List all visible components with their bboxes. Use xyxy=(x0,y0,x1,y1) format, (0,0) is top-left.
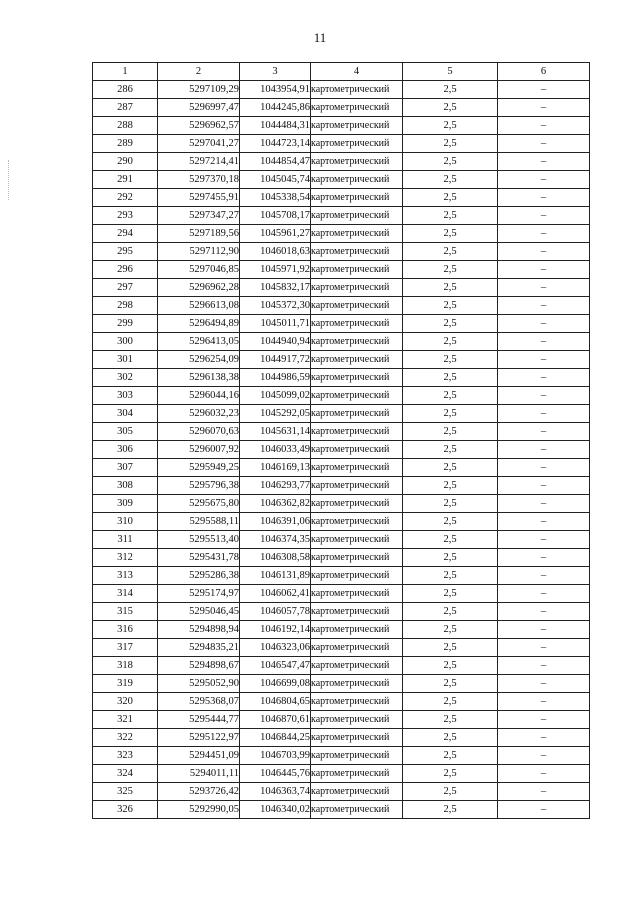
method-cell: картометрический xyxy=(311,531,403,549)
accuracy-cell: 2,5 xyxy=(403,297,498,315)
point-number-cell: 320 xyxy=(93,693,158,711)
accuracy-cell: 2,5 xyxy=(403,585,498,603)
x-coordinate-cell: 5296044,16 xyxy=(158,387,240,405)
method-cell: картометрический xyxy=(311,477,403,495)
table-row xyxy=(93,387,590,405)
table-row xyxy=(93,765,590,783)
accuracy-cell: 2,5 xyxy=(403,153,498,171)
method-cell: картометрический xyxy=(311,585,403,603)
table-row xyxy=(93,315,590,333)
y-coordinate-cell: 1044245,86 xyxy=(240,99,311,117)
point-number-cell: 297 xyxy=(93,279,158,297)
accuracy-cell: 2,5 xyxy=(403,279,498,297)
column-header: 6 xyxy=(498,63,590,81)
note-cell: – xyxy=(498,189,590,207)
x-coordinate-cell: 5297046,85 xyxy=(158,261,240,279)
table-row xyxy=(93,693,590,711)
point-number-cell: 309 xyxy=(93,495,158,513)
table-row xyxy=(93,243,590,261)
table-row xyxy=(93,459,590,477)
table-row xyxy=(93,441,590,459)
note-cell: – xyxy=(498,657,590,675)
point-number-cell: 298 xyxy=(93,297,158,315)
point-number-cell: 289 xyxy=(93,135,158,153)
point-number-cell: 314 xyxy=(93,585,158,603)
method-cell: картометрический xyxy=(311,387,403,405)
accuracy-cell: 2,5 xyxy=(403,765,498,783)
accuracy-cell: 2,5 xyxy=(403,351,498,369)
method-cell: картометрический xyxy=(311,369,403,387)
y-coordinate-cell: 1044484,31 xyxy=(240,117,311,135)
point-number-cell: 301 xyxy=(93,351,158,369)
x-coordinate-cell: 5296070,63 xyxy=(158,423,240,441)
accuracy-cell: 2,5 xyxy=(403,639,498,657)
method-cell: картометрический xyxy=(311,135,403,153)
method-cell: картометрический xyxy=(311,279,403,297)
x-coordinate-cell: 5296032,23 xyxy=(158,405,240,423)
point-number-cell: 287 xyxy=(93,99,158,117)
point-number-cell: 324 xyxy=(93,765,158,783)
y-coordinate-cell: 1045832,17 xyxy=(240,279,311,297)
method-cell: картометрический xyxy=(311,333,403,351)
note-cell: – xyxy=(498,351,590,369)
y-coordinate-cell: 1046362,82 xyxy=(240,495,311,513)
point-number-cell: 303 xyxy=(93,387,158,405)
method-cell: картометрический xyxy=(311,117,403,135)
accuracy-cell: 2,5 xyxy=(403,369,498,387)
y-coordinate-cell: 1046131,89 xyxy=(240,567,311,585)
note-cell: – xyxy=(498,387,590,405)
note-cell: – xyxy=(498,477,590,495)
x-coordinate-cell: 5295796,38 xyxy=(158,477,240,495)
note-cell: – xyxy=(498,603,590,621)
point-number-cell: 294 xyxy=(93,225,158,243)
y-coordinate-cell: 1045011,71 xyxy=(240,315,311,333)
y-coordinate-cell: 1046699,08 xyxy=(240,675,311,693)
method-cell: картометрический xyxy=(311,189,403,207)
point-number-cell: 290 xyxy=(93,153,158,171)
x-coordinate-cell: 5294451,09 xyxy=(158,747,240,765)
note-cell: – xyxy=(498,513,590,531)
method-cell: картометрический xyxy=(311,423,403,441)
y-coordinate-cell: 1045971,92 xyxy=(240,261,311,279)
x-coordinate-cell: 5295431,78 xyxy=(158,549,240,567)
note-cell: – xyxy=(498,729,590,747)
note-cell: – xyxy=(498,261,590,279)
accuracy-cell: 2,5 xyxy=(403,657,498,675)
x-coordinate-cell: 5297112,90 xyxy=(158,243,240,261)
y-coordinate-cell: 1046323,06 xyxy=(240,639,311,657)
point-number-cell: 319 xyxy=(93,675,158,693)
table-row xyxy=(93,423,590,441)
x-coordinate-cell: 5297189,56 xyxy=(158,225,240,243)
note-cell: – xyxy=(498,117,590,135)
note-cell: – xyxy=(498,153,590,171)
method-cell: картометрический xyxy=(311,243,403,261)
accuracy-cell: 2,5 xyxy=(403,171,498,189)
y-coordinate-cell: 1046293,77 xyxy=(240,477,311,495)
note-cell: – xyxy=(498,765,590,783)
note-cell: – xyxy=(498,675,590,693)
y-coordinate-cell: 1045372,30 xyxy=(240,297,311,315)
note-cell: – xyxy=(498,423,590,441)
accuracy-cell: 2,5 xyxy=(403,243,498,261)
y-coordinate-cell: 1045338,54 xyxy=(240,189,311,207)
point-number-cell: 316 xyxy=(93,621,158,639)
table-row xyxy=(93,603,590,621)
method-cell: картометрический xyxy=(311,693,403,711)
x-coordinate-cell: 5294898,94 xyxy=(158,621,240,639)
accuracy-cell: 2,5 xyxy=(403,567,498,585)
accuracy-cell: 2,5 xyxy=(403,513,498,531)
note-cell: – xyxy=(498,711,590,729)
note-cell: – xyxy=(498,405,590,423)
table-row xyxy=(93,207,590,225)
point-number-cell: 292 xyxy=(93,189,158,207)
x-coordinate-cell: 5296494,89 xyxy=(158,315,240,333)
method-cell: картометрический xyxy=(311,441,403,459)
y-coordinate-cell: 1046192,14 xyxy=(240,621,311,639)
table-row xyxy=(93,639,590,657)
x-coordinate-cell: 5296962,57 xyxy=(158,117,240,135)
method-cell: картометрический xyxy=(311,405,403,423)
point-number-cell: 307 xyxy=(93,459,158,477)
accuracy-cell: 2,5 xyxy=(403,729,498,747)
point-number-cell: 296 xyxy=(93,261,158,279)
table-row xyxy=(93,333,590,351)
method-cell: картометрический xyxy=(311,207,403,225)
table-header-row xyxy=(93,63,590,81)
table-row xyxy=(93,477,590,495)
y-coordinate-cell: 1045961,27 xyxy=(240,225,311,243)
method-cell: картометрический xyxy=(311,297,403,315)
point-number-cell: 300 xyxy=(93,333,158,351)
method-cell: картометрический xyxy=(311,153,403,171)
table-row xyxy=(93,117,590,135)
table-row xyxy=(93,621,590,639)
table-row xyxy=(93,297,590,315)
x-coordinate-cell: 5295286,38 xyxy=(158,567,240,585)
point-number-cell: 304 xyxy=(93,405,158,423)
point-number-cell: 308 xyxy=(93,477,158,495)
y-coordinate-cell: 1044854,47 xyxy=(240,153,311,171)
table-row xyxy=(93,729,590,747)
table-row xyxy=(93,351,590,369)
x-coordinate-cell: 5296962,28 xyxy=(158,279,240,297)
column-header: 2 xyxy=(158,63,240,81)
x-coordinate-cell: 5295368,07 xyxy=(158,693,240,711)
y-coordinate-cell: 1044940,94 xyxy=(240,333,311,351)
method-cell: картометрический xyxy=(311,261,403,279)
table-row xyxy=(93,675,590,693)
method-cell: картометрический xyxy=(311,765,403,783)
method-cell: картометрический xyxy=(311,495,403,513)
page-number: 11 xyxy=(313,30,327,45)
note-cell: – xyxy=(498,225,590,243)
point-number-cell: 318 xyxy=(93,657,158,675)
x-coordinate-cell: 5294011,11 xyxy=(158,765,240,783)
point-number-cell: 323 xyxy=(93,747,158,765)
table-row xyxy=(93,531,590,549)
accuracy-cell: 2,5 xyxy=(403,207,498,225)
x-coordinate-cell: 5297109,29 xyxy=(158,81,240,99)
x-coordinate-cell: 5295046,45 xyxy=(158,603,240,621)
table-row xyxy=(93,261,590,279)
table-row xyxy=(93,549,590,567)
point-number-cell: 321 xyxy=(93,711,158,729)
x-coordinate-cell: 5295513,40 xyxy=(158,531,240,549)
table-body xyxy=(93,81,590,819)
x-coordinate-cell: 5295174,97 xyxy=(158,585,240,603)
method-cell: картометрический xyxy=(311,729,403,747)
method-cell: картометрический xyxy=(311,639,403,657)
note-cell: – xyxy=(498,567,590,585)
accuracy-cell: 2,5 xyxy=(403,135,498,153)
method-cell: картометрический xyxy=(311,567,403,585)
note-cell: – xyxy=(498,549,590,567)
note-cell: – xyxy=(498,639,590,657)
accuracy-cell: 2,5 xyxy=(403,333,498,351)
y-coordinate-cell: 1046169,13 xyxy=(240,459,311,477)
x-coordinate-cell: 5296413,05 xyxy=(158,333,240,351)
x-coordinate-cell: 5293726,42 xyxy=(158,783,240,801)
note-cell: – xyxy=(498,783,590,801)
accuracy-cell: 2,5 xyxy=(403,99,498,117)
method-cell: картометрический xyxy=(311,81,403,99)
point-number-cell: 317 xyxy=(93,639,158,657)
table-row xyxy=(93,153,590,171)
note-cell: – xyxy=(498,459,590,477)
note-cell: – xyxy=(498,99,590,117)
y-coordinate-cell: 1046062,41 xyxy=(240,585,311,603)
table-row xyxy=(93,135,590,153)
accuracy-cell: 2,5 xyxy=(403,441,498,459)
note-cell: – xyxy=(498,495,590,513)
table-row xyxy=(93,189,590,207)
accuracy-cell: 2,5 xyxy=(403,81,498,99)
note-cell: – xyxy=(498,585,590,603)
note-cell: – xyxy=(498,693,590,711)
point-number-cell: 305 xyxy=(93,423,158,441)
note-cell: – xyxy=(498,243,590,261)
y-coordinate-cell: 1046363,74 xyxy=(240,783,311,801)
point-number-cell: 288 xyxy=(93,117,158,135)
method-cell: картометрический xyxy=(311,315,403,333)
accuracy-cell: 2,5 xyxy=(403,387,498,405)
y-coordinate-cell: 1046057,78 xyxy=(240,603,311,621)
accuracy-cell: 2,5 xyxy=(403,495,498,513)
note-cell: – xyxy=(498,441,590,459)
accuracy-cell: 2,5 xyxy=(403,459,498,477)
table-row xyxy=(93,801,590,819)
accuracy-cell: 2,5 xyxy=(403,603,498,621)
x-coordinate-cell: 5295052,90 xyxy=(158,675,240,693)
point-number-cell: 312 xyxy=(93,549,158,567)
x-coordinate-cell: 5295949,25 xyxy=(158,459,240,477)
accuracy-cell: 2,5 xyxy=(403,693,498,711)
y-coordinate-cell: 1044723,14 xyxy=(240,135,311,153)
table-row xyxy=(93,747,590,765)
x-coordinate-cell: 5297455,91 xyxy=(158,189,240,207)
table-row xyxy=(93,81,590,99)
y-coordinate-cell: 1046870,61 xyxy=(240,711,311,729)
note-cell: – xyxy=(498,315,590,333)
point-number-cell: 311 xyxy=(93,531,158,549)
x-coordinate-cell: 5297370,18 xyxy=(158,171,240,189)
x-coordinate-cell: 5295444,77 xyxy=(158,711,240,729)
y-coordinate-cell: 1044986,59 xyxy=(240,369,311,387)
column-header: 5 xyxy=(403,63,498,81)
table-row xyxy=(93,783,590,801)
note-cell: – xyxy=(498,207,590,225)
note-cell: – xyxy=(498,279,590,297)
accuracy-cell: 2,5 xyxy=(403,801,498,819)
x-coordinate-cell: 5297214,41 xyxy=(158,153,240,171)
method-cell: картометрический xyxy=(311,459,403,477)
note-cell: – xyxy=(498,801,590,819)
accuracy-cell: 2,5 xyxy=(403,189,498,207)
method-cell: картометрический xyxy=(311,675,403,693)
method-cell: картометрический xyxy=(311,747,403,765)
method-cell: картометрический xyxy=(311,99,403,117)
y-coordinate-cell: 1046804,65 xyxy=(240,693,311,711)
y-coordinate-cell: 1046703,99 xyxy=(240,747,311,765)
y-coordinate-cell: 1046844,25 xyxy=(240,729,311,747)
y-coordinate-cell: 1045631,14 xyxy=(240,423,311,441)
table-row xyxy=(93,99,590,117)
x-coordinate-cell: 5296613,08 xyxy=(158,297,240,315)
y-coordinate-cell: 1045292,05 xyxy=(240,405,311,423)
accuracy-cell: 2,5 xyxy=(403,405,498,423)
accuracy-cell: 2,5 xyxy=(403,549,498,567)
y-coordinate-cell: 1046340,02 xyxy=(240,801,311,819)
margin-mark xyxy=(8,160,12,200)
y-coordinate-cell: 1046445,76 xyxy=(240,765,311,783)
x-coordinate-cell: 5295122,97 xyxy=(158,729,240,747)
x-coordinate-cell: 5294835,21 xyxy=(158,639,240,657)
table-row xyxy=(93,585,590,603)
method-cell: картометрический xyxy=(311,549,403,567)
y-coordinate-cell: 1046391,06 xyxy=(240,513,311,531)
column-header: 1 xyxy=(93,63,158,81)
x-coordinate-cell: 5296997,47 xyxy=(158,99,240,117)
note-cell: – xyxy=(498,171,590,189)
y-coordinate-cell: 1045099,02 xyxy=(240,387,311,405)
method-cell: картометрический xyxy=(311,351,403,369)
method-cell: картометрический xyxy=(311,621,403,639)
table-row xyxy=(93,405,590,423)
accuracy-cell: 2,5 xyxy=(403,783,498,801)
table-row xyxy=(93,171,590,189)
y-coordinate-cell: 1046033,49 xyxy=(240,441,311,459)
method-cell: картометрический xyxy=(311,783,403,801)
accuracy-cell: 2,5 xyxy=(403,423,498,441)
method-cell: картометрический xyxy=(311,711,403,729)
note-cell: – xyxy=(498,81,590,99)
y-coordinate-cell: 1044917,72 xyxy=(240,351,311,369)
point-number-cell: 286 xyxy=(93,81,158,99)
x-coordinate-cell: 5296138,38 xyxy=(158,369,240,387)
point-number-cell: 299 xyxy=(93,315,158,333)
x-coordinate-cell: 5296007,92 xyxy=(158,441,240,459)
y-coordinate-cell: 1046374,35 xyxy=(240,531,311,549)
y-coordinate-cell: 1043954,91 xyxy=(240,81,311,99)
table-row xyxy=(93,657,590,675)
x-coordinate-cell: 5297041,27 xyxy=(158,135,240,153)
method-cell: картометрический xyxy=(311,657,403,675)
point-number-cell: 302 xyxy=(93,369,158,387)
point-number-cell: 315 xyxy=(93,603,158,621)
note-cell: – xyxy=(498,333,590,351)
accuracy-cell: 2,5 xyxy=(403,117,498,135)
point-number-cell: 310 xyxy=(93,513,158,531)
coordinates-table xyxy=(92,62,590,819)
y-coordinate-cell: 1045045,74 xyxy=(240,171,311,189)
point-number-cell: 325 xyxy=(93,783,158,801)
note-cell: – xyxy=(498,135,590,153)
accuracy-cell: 2,5 xyxy=(403,477,498,495)
accuracy-cell: 2,5 xyxy=(403,225,498,243)
x-coordinate-cell: 5295588,11 xyxy=(158,513,240,531)
method-cell: картометрический xyxy=(311,801,403,819)
note-cell: – xyxy=(498,621,590,639)
point-number-cell: 306 xyxy=(93,441,158,459)
note-cell: – xyxy=(498,369,590,387)
note-cell: – xyxy=(498,297,590,315)
method-cell: картометрический xyxy=(311,513,403,531)
accuracy-cell: 2,5 xyxy=(403,261,498,279)
accuracy-cell: 2,5 xyxy=(403,621,498,639)
y-coordinate-cell: 1045708,17 xyxy=(240,207,311,225)
x-coordinate-cell: 5297347,27 xyxy=(158,207,240,225)
table-row xyxy=(93,513,590,531)
accuracy-cell: 2,5 xyxy=(403,531,498,549)
x-coordinate-cell: 5295675,80 xyxy=(158,495,240,513)
y-coordinate-cell: 1046308,58 xyxy=(240,549,311,567)
accuracy-cell: 2,5 xyxy=(403,747,498,765)
table-row xyxy=(93,567,590,585)
y-coordinate-cell: 1046018,63 xyxy=(240,243,311,261)
table-row xyxy=(93,711,590,729)
table-row xyxy=(93,279,590,297)
point-number-cell: 326 xyxy=(93,801,158,819)
method-cell: картометрический xyxy=(311,171,403,189)
point-number-cell: 322 xyxy=(93,729,158,747)
column-header: 4 xyxy=(311,63,403,81)
method-cell: картометрический xyxy=(311,225,403,243)
accuracy-cell: 2,5 xyxy=(403,675,498,693)
x-coordinate-cell: 5292990,05 xyxy=(158,801,240,819)
column-header: 3 xyxy=(240,63,311,81)
point-number-cell: 313 xyxy=(93,567,158,585)
x-coordinate-cell: 5294898,67 xyxy=(158,657,240,675)
accuracy-cell: 2,5 xyxy=(403,315,498,333)
note-cell: – xyxy=(498,531,590,549)
y-coordinate-cell: 1046547,47 xyxy=(240,657,311,675)
table-row xyxy=(93,495,590,513)
accuracy-cell: 2,5 xyxy=(403,711,498,729)
point-number-cell: 295 xyxy=(93,243,158,261)
table-row xyxy=(93,369,590,387)
note-cell: – xyxy=(498,747,590,765)
table-row xyxy=(93,225,590,243)
point-number-cell: 293 xyxy=(93,207,158,225)
point-number-cell: 291 xyxy=(93,171,158,189)
method-cell: картометрический xyxy=(311,603,403,621)
x-coordinate-cell: 5296254,09 xyxy=(158,351,240,369)
